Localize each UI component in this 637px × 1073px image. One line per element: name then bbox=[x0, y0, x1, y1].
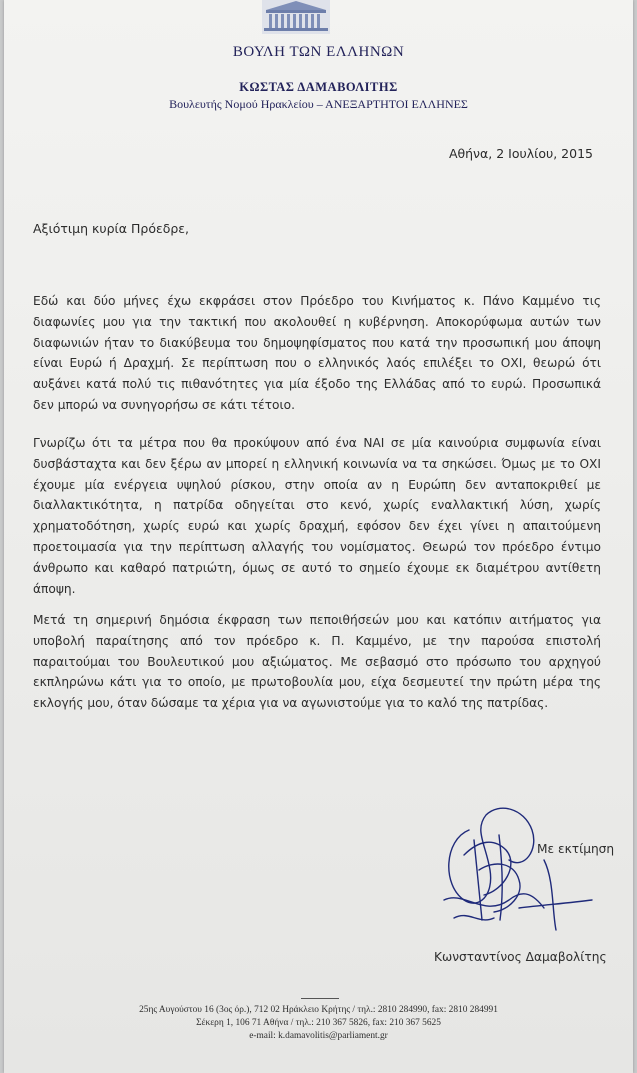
letter-date: Αθήνα, 2 Ιουλίου, 2015 bbox=[448, 146, 593, 161]
member-role: Βουλευτής Νομού Ηρακλείου – ΑΝΕΞΑΡΤΗΤΟΙ ΕΛΛΗΝΕΣ bbox=[169, 97, 468, 111]
letter-page bbox=[4, 0, 633, 1073]
salutation: Αξιότιμη κυρία Πρόεδρε, bbox=[33, 221, 190, 236]
member-name: ΚΩΣΤΑΣ ΔΑΜΑΒΟΛΙΤΗΣ bbox=[239, 80, 398, 94]
footer-address-athens: Σέκερη 1, 106 71 Αθήνα / τηλ.: 210 367 5826, fax: 210 367 5625 bbox=[196, 1018, 441, 1028]
signer-name: Κωνσταντίνος Δαμαβολίτης bbox=[434, 950, 607, 964]
footer-divider bbox=[301, 998, 339, 999]
body-paragraph-1: Εδώ και δύο μήνες έχω εκφράσει στον Πρόεδρο του Κινήματος κ. Πάνο Καμμένο τις διαφωνίες μου για την τακτική που ακολουθεί η κυβέρνηση. Αποκορύφωμα αυτών των διαφωνιών ήταν το διακύβευμα του δημοψηφίσματος που κατά την προσωπική μου άποψη είναι Ευρώ ή Δραχμή. Σε περίπτωση που ο ελληνικός λαός επιλέξει το ΟΧΙ, θεωρώ ότι αυξάνει κατά πολύ τις πιθανότητες για μία έξοδο της Ελλάδας από το ευρώ. Προσωπικά δεν μπορώ να συνηγορήσω σε κάτι τέτοιο. bbox=[33, 294, 601, 412]
parliament-emblem-icon bbox=[262, 0, 330, 34]
body-paragraph-3: Μετά τη σημερινή δημόσια έκφραση των πεποιθήσεών μου και κατόπιν αιτήματος για υποβολή παραίτησης από τον πρόεδρο κ. Π. Καμμένο, με την παρούσα επιστολή παραιτούμαι του Βουλευτικού μου αξιώματος. Με σεβασμό στο πρόσωπο του αρχηγού εκπληρώνω κάτι για το οποίο, με πρωτοβουλία μου, είχα δεσμευτεί την πρώτη μέρα της εκλογής μου, όταν δώσαμε τα χέρια για να αγωνιστούμε για το καλό της πατρίδας. bbox=[33, 613, 601, 711]
footer-address-heraklion: 25ης Αυγούστου 16 (3ος όρ.), 712 02 Ηράκλειο Κρήτης / τηλ.: 2810 284990, fax: 2810 284991 bbox=[139, 1005, 498, 1015]
footer-email: e-mail: k.damavolitis@parliament.gr bbox=[249, 1031, 388, 1041]
closing-phrase: Με εκτίμηση bbox=[537, 842, 615, 856]
handwritten-signature-icon bbox=[424, 800, 594, 935]
parliament-heading: ΒΟΥΛΗ ΤΩΝ ΕΛΛΗΝΩΝ bbox=[232, 44, 405, 60]
body-paragraph-2: Γνωρίζω ότι τα μέτρα που θα προκύψουν από ένα ΝΑΙ σε μία καινούρια συμφωνία είναι δυσβάσταχτα και δεν ξέρω αν μπορεί η ελληνική κοινωνία να τα σηκώσει. Όμως με το ΟΧΙ έχουμε μία ενέργεια υψηλού ρίσκου, στην οποία αν η Ευρώπη δεν ανταποκριθεί με διαλλακτικότητα, η πατρίδα οδηγείται στο κενό, χωρίς εναλλακτική λύση, χωρίς χρηματοδότηση, χωρίς ευρώ και χωρίς δραχμή, εφόσον δεν έχει γίνει η απαιτούμενη προετοιμασία για την περίπτωση αλλαγής του νομίσματος. Θεωρώ τον πρόεδρο έντιμο άνθρωπο και καθαρό πατριώτη, όμως σε αυτό το σημείο έχουμε εκ διαμέτρου αντίθετη άποψη. bbox=[33, 436, 601, 596]
